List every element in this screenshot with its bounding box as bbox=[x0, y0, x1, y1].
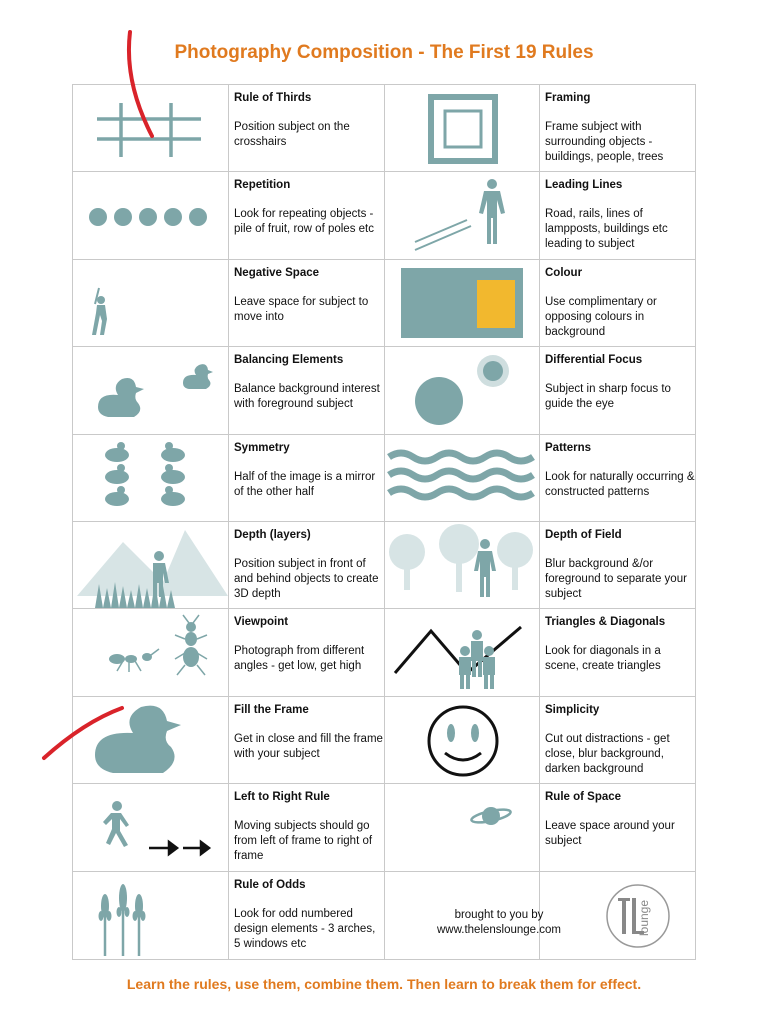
rule-description: Leave space for subject to move into bbox=[234, 295, 369, 323]
rule-text bbox=[234, 615, 384, 674]
ducks-icon bbox=[73, 347, 228, 434]
dots-icon bbox=[73, 172, 228, 259]
planet-icon bbox=[385, 784, 540, 871]
rule-description: Position subject in front of and behind objects to create 3D depth bbox=[234, 558, 379, 600]
page-title: Photography Composition - The First 19 Rules bbox=[174, 42, 594, 63]
rule-description: Frame subject with surrounding objects - buildings, people, trees bbox=[545, 121, 664, 163]
table-row bbox=[73, 872, 695, 959]
rule-text bbox=[545, 790, 695, 849]
smiley-icon bbox=[385, 697, 540, 784]
duck-columns-icon bbox=[73, 435, 228, 522]
rules-grid bbox=[72, 84, 696, 960]
hiker-mountains-icon bbox=[73, 522, 228, 609]
rule-text bbox=[234, 441, 384, 500]
rule-title: Balancing Elements bbox=[234, 354, 344, 367]
rule-text bbox=[545, 91, 695, 165]
runner-arrows-icon bbox=[73, 784, 228, 871]
rule-description: Get in close and fill the frame with your subject bbox=[234, 732, 383, 760]
waves-icon bbox=[385, 435, 540, 522]
pen-annotation bbox=[40, 702, 126, 764]
rule-text bbox=[545, 353, 695, 412]
rule-description: Look for diagonals in a scene, create triangles bbox=[545, 645, 661, 673]
rule-description: Look for naturally occurring & constructed patterns bbox=[545, 470, 695, 498]
rule-title: Differential Focus bbox=[545, 354, 643, 367]
rule-title: Depth (layers) bbox=[234, 529, 311, 541]
rule-title: Leading Lines bbox=[545, 179, 623, 192]
golfer-icon bbox=[73, 260, 228, 347]
rule-description: Look for repeating objects - pile of fruit, row of poles etc bbox=[234, 208, 374, 236]
rule-text bbox=[545, 441, 695, 500]
person-lines-icon bbox=[385, 172, 540, 259]
rule-description: Moving subjects should go from left of frame to right of frame bbox=[234, 820, 373, 863]
rule-title: Patterns bbox=[545, 441, 592, 454]
rule-description: Position subject on the crosshairs bbox=[234, 121, 350, 148]
diagonal-people-icon bbox=[385, 609, 540, 696]
tl-lounge-logo-icon bbox=[604, 882, 672, 955]
rule-text bbox=[234, 790, 384, 864]
svg-text:lounge: lounge bbox=[637, 899, 651, 936]
rule-description: Blur background &/or foreground to separate your subject bbox=[545, 558, 687, 600]
table-row bbox=[73, 260, 695, 347]
frame-icon bbox=[385, 85, 540, 172]
rule-description: Use complimentary or opposing colours in background bbox=[545, 295, 657, 338]
credit-line: brought to you by bbox=[454, 908, 544, 921]
rule-text bbox=[234, 178, 384, 237]
website-link[interactable]: www.thelenslounge.com bbox=[436, 923, 561, 936]
rule-text bbox=[545, 615, 695, 674]
rule-text bbox=[545, 703, 695, 777]
trees-person-icon bbox=[385, 522, 540, 609]
rule-description: Leave space around your subject bbox=[545, 820, 675, 848]
rule-title: Fill the Frame bbox=[234, 703, 309, 716]
rule-title: Framing bbox=[545, 92, 591, 104]
rule-text bbox=[234, 266, 384, 325]
rule-text bbox=[234, 353, 384, 412]
rule-title: Repetition bbox=[234, 179, 291, 192]
credit-text bbox=[413, 908, 585, 938]
rule-text bbox=[545, 528, 695, 602]
rule-title: Simplicity bbox=[545, 703, 600, 716]
ants-icon bbox=[73, 609, 228, 696]
focus-circles-icon bbox=[385, 347, 540, 434]
footer-tagline: Learn the rules, use them, combine them. Then learn to break them for effect. bbox=[126, 976, 642, 992]
rule-description: Balance background interest with foreground subject bbox=[234, 383, 380, 411]
wheat-icon bbox=[73, 872, 228, 959]
table-row bbox=[73, 697, 695, 784]
rule-title: Rule of Thirds bbox=[234, 92, 312, 104]
rule-title: Viewpoint bbox=[234, 616, 289, 629]
pen-annotation bbox=[118, 28, 158, 142]
rule-description: Cut out distractions - get close, blur background, darken background bbox=[545, 732, 670, 775]
rule-description: Look for odd numbered design elements - 3 arches, 5 windows etc bbox=[234, 907, 376, 950]
rule-text bbox=[545, 178, 695, 252]
table-row bbox=[73, 435, 695, 522]
table-row bbox=[73, 609, 695, 696]
table-row bbox=[73, 85, 695, 172]
rule-title: Rule of Space bbox=[545, 791, 622, 804]
table-row bbox=[73, 784, 695, 871]
rule-title: Negative Space bbox=[234, 266, 320, 279]
rule-title: Colour bbox=[545, 266, 583, 279]
rule-title: Depth of Field bbox=[545, 529, 622, 541]
rule-title: Left to Right Rule bbox=[234, 791, 330, 804]
table-row bbox=[73, 522, 695, 609]
table-row bbox=[73, 347, 695, 434]
rule-title: Rule of Odds bbox=[234, 878, 306, 891]
rule-text bbox=[234, 703, 384, 762]
rule-description: Subject in sharp focus to guide the eye bbox=[545, 383, 671, 411]
table-row bbox=[73, 172, 695, 259]
rule-description: Road, rails, lines of lampposts, buildings etc leading to subject bbox=[545, 208, 668, 251]
rule-title: Triangles & Diagonals bbox=[545, 616, 666, 629]
colour-block-icon bbox=[385, 260, 540, 347]
rule-text bbox=[234, 91, 384, 150]
rule-text bbox=[234, 878, 384, 952]
rule-description: Half of the image is a mirror of the other half bbox=[234, 470, 376, 498]
rule-text bbox=[545, 266, 695, 340]
rule-text bbox=[234, 528, 384, 602]
rule-description: Photograph from different angles - get low, get high bbox=[234, 645, 365, 673]
rule-title: Symmetry bbox=[234, 441, 290, 454]
